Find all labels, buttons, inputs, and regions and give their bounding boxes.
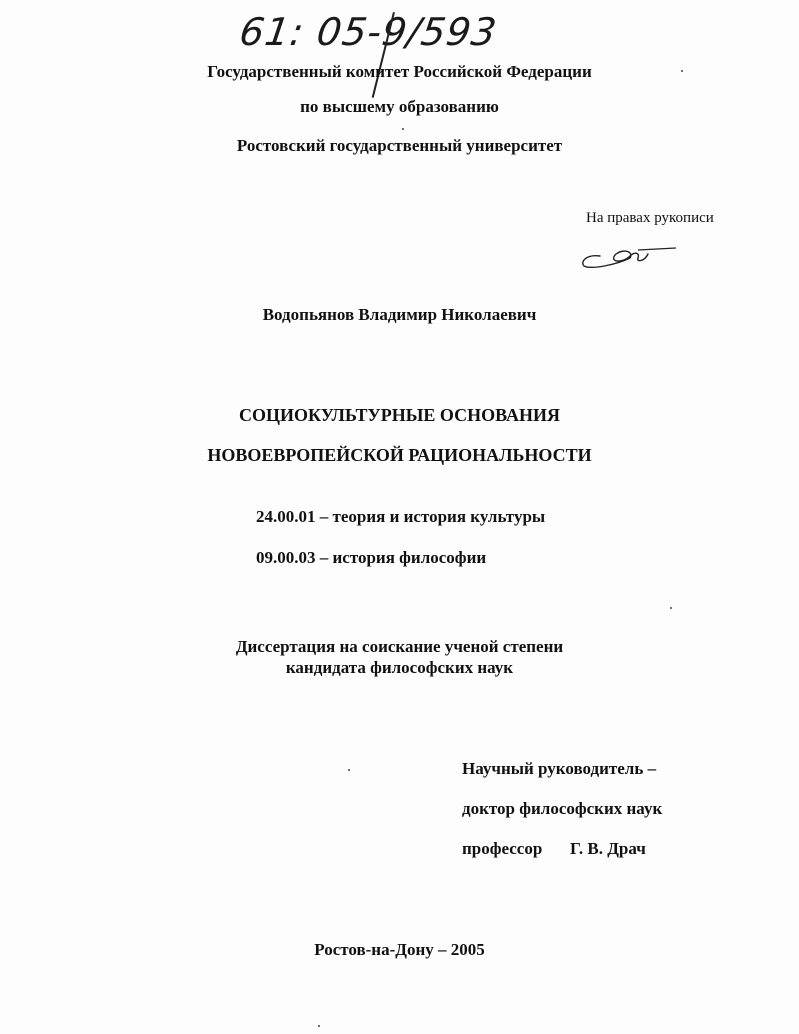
title-line-2: НОВОЕВРОПЕЙСКОЙ РАЦИОНАЛЬНОСТИ	[207, 445, 592, 465]
manuscript-rights-label: На правах рукописи	[586, 210, 714, 226]
signature-mark	[578, 240, 678, 276]
specialty-code-2: 09.00.03 – история философии	[256, 548, 487, 567]
scan-speck	[681, 70, 683, 72]
specialty-code-1: 24.00.01 – теория и история культуры	[256, 507, 546, 526]
scan-speck	[318, 1025, 320, 1027]
place-and-year: Ростов-на-Дону – 2005	[314, 940, 485, 959]
dissertation-purpose-line-1: Диссертация на соискание ученой степени	[235, 637, 564, 656]
title-line-1: СОЦИОКУЛЬТУРНЫЕ ОСНОВАНИЯ	[239, 405, 560, 425]
scan-speck	[402, 128, 404, 130]
handwritten-archive-mark: 61: 05-9/593	[236, 10, 500, 54]
supervisor-degree: доктор философских наук	[462, 799, 663, 818]
author-name: Водопьянов Владимир Николаевич	[262, 305, 537, 324]
department-heading: по высшему образованию	[300, 97, 499, 116]
supervisor-role: Научный руководитель –	[462, 759, 657, 778]
dissertation-purpose-line-2: кандидата философских наук	[285, 658, 514, 677]
scan-speck	[670, 607, 672, 609]
scan-speck	[348, 769, 350, 771]
supervisor-name: Г. В. Драч	[570, 839, 646, 858]
committee-heading: Государственный комитет Российской Федерации	[207, 62, 592, 81]
supervisor-title: профессор	[462, 839, 543, 858]
university-heading: Ростовский государственный университет	[236, 136, 563, 155]
